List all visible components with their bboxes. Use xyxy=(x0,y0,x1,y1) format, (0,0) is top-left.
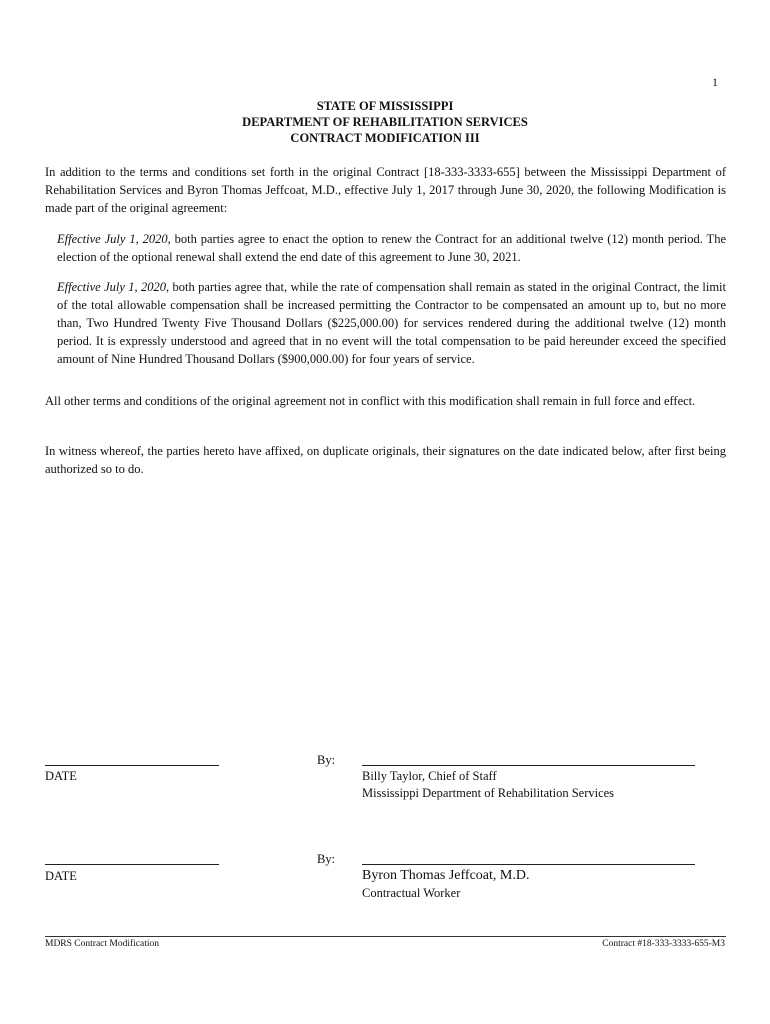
footer-divider xyxy=(45,936,726,937)
date-label-2: DATE xyxy=(45,869,77,883)
header-state: STATE OF MISSISSIPPI xyxy=(316,99,454,113)
page-number: 1 xyxy=(712,75,718,89)
other-terms-paragraph: All other terms and conditions of the original agreement not in conflict with this modification shall remain in full force and effect. xyxy=(45,394,696,408)
clause-renewal-text: , both parties agree to enact the option to renew the Contract for an additional twelve (12) month period. The election of the optional renewal shall extend the end date of this agreement to June 30, 2021. xyxy=(57,232,726,264)
signer-title-2: Contractual Worker xyxy=(362,886,461,900)
date-signature-line-2[interactable] xyxy=(45,864,219,865)
date-signature-line-1[interactable] xyxy=(45,765,219,766)
header-contract-modification: CONTRACT MODIFICATION III xyxy=(290,131,480,145)
by-label-2: By: xyxy=(317,852,336,866)
witness-paragraph: In witness whereof, the parties hereto have affixed, on duplicate originals, their signatures on the date indicated below, after first being authorized so to do. xyxy=(45,444,726,476)
clause-compensation-text: , both parties agree that, while the rate of compensation shall remain as stated in the original Contract, the limit of the total allowable compensation shall be increased permitting the Contractor to be compensated an amount up to, but no more than, Two Hundred Twenty Five Thousand Dollars ($225,000.00) for services rendered during the additional twelve (12) month period. It is expressly understood and agreed that in no event will the total compensation to be paid hereunder exceed the specified amount of Nine Hundred Thousand Dollars ($900,000.00) for four years of service. xyxy=(57,280,726,366)
clause-compensation xyxy=(57,278,726,368)
signature-line-1[interactable] xyxy=(362,765,695,766)
signer-name-2: Byron Thomas Jeffcoat, M.D. xyxy=(362,868,530,883)
signer-title-1: Mississippi Department of Rehabilitation Services xyxy=(362,786,615,800)
by-label-1: By: xyxy=(317,753,336,767)
clause-renewal xyxy=(57,230,726,266)
document-header xyxy=(0,98,770,146)
intro-paragraph: In addition to the terms and conditions set forth in the original Contract [18-333-3333-655] between the Mississippi Department of Rehabilitation Services and Byron Thomas Jeffcoat, M.D., effective July 1, 2017 through June 30, 2020, the following Modification is made part of the original agreement: xyxy=(45,165,726,215)
footer-right: Contract #18-333-3333-655-M3 xyxy=(602,939,725,949)
clause-renewal-effective: Effective July 1, 2020 xyxy=(57,232,168,246)
header-department: DEPARTMENT OF REHABILITATION SERVICES xyxy=(242,115,528,129)
footer-left: MDRS Contract Modification xyxy=(45,939,159,949)
signer-name-1: Billy Taylor, Chief of Staff xyxy=(362,769,497,783)
clause-compensation-effective: Effective July 1, 2020 xyxy=(57,280,167,294)
signature-line-2[interactable] xyxy=(362,864,695,865)
date-label-1: DATE xyxy=(45,769,77,783)
